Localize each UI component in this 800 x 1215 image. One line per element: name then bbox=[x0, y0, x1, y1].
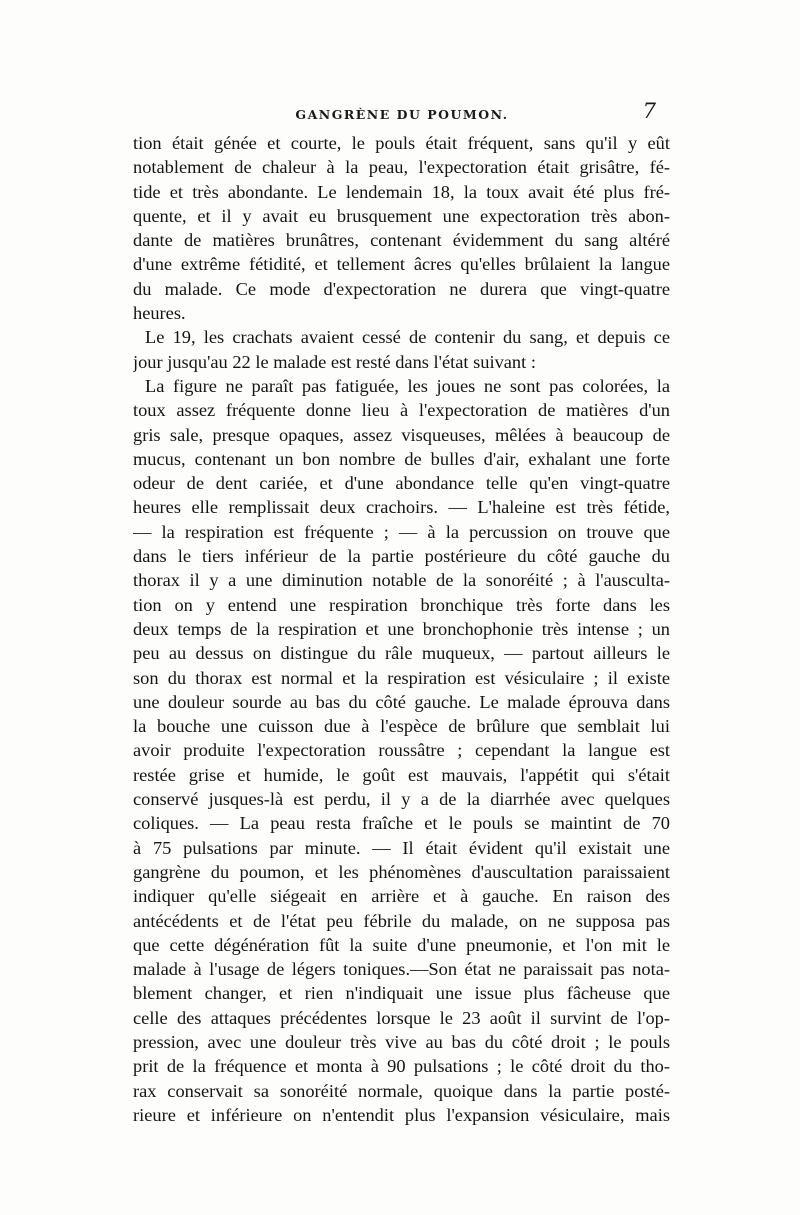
text-line: d'une extrême fétidité, et tellement âcres qu'elles brûlaient la langue bbox=[133, 254, 670, 275]
text-line: du malade. Ce mode d'expectoration ne durera que vingt-quatre bbox=[133, 278, 670, 299]
text-line: coliques. — La peau resta fraîche et le pouls se maintint de 70 bbox=[133, 813, 670, 834]
text-line: thorax il y a une diminution notable de la sonoréité ; à l'ausculta- bbox=[133, 570, 670, 591]
text-line: heures. bbox=[133, 303, 186, 324]
text-line: heures elle remplissait deux crachoirs. — L'haleine est très fétide, bbox=[133, 497, 670, 518]
text-line: notablement de chaleur à la peau, l'expectoration était grisâtre, fé- bbox=[133, 157, 670, 178]
page-header bbox=[132, 99, 672, 127]
text-line: odeur de dent cariée, et d'une abondance telle qu'en vingt-quatre bbox=[133, 473, 670, 494]
text-line: restée grise et humide, le goût est mauvais, l'appétit qui s'était bbox=[133, 764, 670, 785]
text-line: que cette dégénération fût la suite d'une pneumonie, et l'on mit le bbox=[133, 934, 670, 955]
text-line: gris sale, presque opaques, assez visqueuses, mêlées à beaucoup de bbox=[133, 424, 670, 445]
text-line: mucus, contenant un bon nombre de bulles d'air, exhalant une forte bbox=[133, 448, 670, 469]
text-line: dans le tiers inférieur de la partie postérieure du côté gauche du bbox=[133, 546, 670, 567]
text-line: son du thorax est normal et la respiration est vésiculaire ; il existe bbox=[133, 667, 670, 688]
text-line: quente, et il y avait eu brusquement une expectoration très abon- bbox=[133, 205, 670, 226]
text-line: une douleur sourde au bas du côté gauche. Le malade éprouva dans bbox=[133, 691, 670, 712]
page-number: 7 bbox=[642, 99, 656, 123]
text-line: dante de matières brunâtres, contenant évidemment du sang altéré bbox=[133, 230, 670, 251]
text-line: conservé jusques-là est perdu, il y a de la diarrhée avec quelques bbox=[133, 789, 670, 810]
text-line: prit de la fréquence et monta à 90 pulsations ; le côté droit du tho- bbox=[133, 1056, 670, 1077]
text-line: avoir produite l'expectoration roussâtre ; cependant la langue est bbox=[133, 740, 670, 761]
text-line: celle des attaques précédentes lorsque le 23 août il survint de l'op- bbox=[133, 1007, 670, 1028]
text-line: toux assez fréquente donne lieu à l'expectoration de matières d'un bbox=[133, 400, 670, 421]
text-line: tide et très abondante. Le lendemain 18, la toux avait été plus fré- bbox=[133, 181, 670, 202]
text-line: gangrène du poumon, et les phénomènes d'auscultation paraissaient bbox=[133, 861, 670, 882]
text-line: la bouche une cuisson due à l'espèce de brûlure que semblait lui bbox=[133, 716, 670, 737]
text-line: deux temps de la respiration et une bronchophonie très intense ; un bbox=[133, 618, 670, 639]
text-line: antécédents et de l'état peu fébrile du malade, on ne supposa pas bbox=[133, 910, 670, 931]
text-line: indiquer qu'elle siégeait en arrière et à gauche. En raison des bbox=[133, 886, 670, 907]
text-line: rieure et inférieure on n'entendit plus l'expansion vésiculaire, mais bbox=[133, 1104, 670, 1125]
text-line: La figure ne paraît pas fatiguée, les joues ne sont pas colorées, la bbox=[145, 375, 670, 396]
text-line: Le 19, les crachats avaient cessé de contenir du sang, et depuis ce bbox=[145, 327, 670, 348]
text-line: jour jusqu'au 22 le malade est resté dans l'état suivant : bbox=[133, 351, 536, 372]
text-line: pression, avec une douleur très vive au bas du côté droit ; le pouls bbox=[133, 1031, 670, 1052]
text-line: tion on y entend une respiration bronchique très forte dans les bbox=[133, 594, 670, 615]
text-line: malade à l'usage de légers toniques.—Son état ne paraissait pas nota- bbox=[133, 959, 670, 980]
text-line: blement changer, et rien n'indiquait une issue plus fâcheuse que bbox=[133, 983, 670, 1004]
running-title: GANGRÈNE DU POUMON. bbox=[295, 107, 509, 122]
text-line: tion était génée et courte, le pouls était fréquent, sans qu'il y eût bbox=[133, 133, 670, 153]
text-line: — la respiration est fréquente ; — à la percussion on trouve que bbox=[133, 521, 670, 542]
text-line: à 75 pulsations par minute. — Il était évident qu'il existait une bbox=[133, 837, 670, 858]
body-text bbox=[133, 131, 670, 1127]
text-line: rax conservait sa sonoréité normale, quoique dans la partie posté- bbox=[133, 1080, 670, 1101]
text-line: peu au dessus on distingue du râle muqueux, — partout ailleurs le bbox=[133, 643, 670, 664]
